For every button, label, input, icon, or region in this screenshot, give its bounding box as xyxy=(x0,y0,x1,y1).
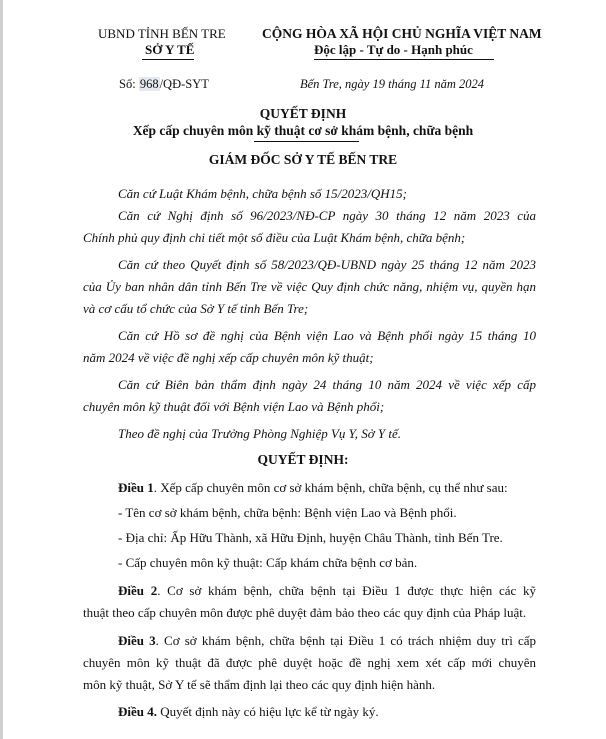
article-1-text: . Xếp cấp chuyên môn cơ sở khám bệnh, chữa bệnh, cụ thể như sau: xyxy=(153,480,508,495)
preamble-line-6: và cơ cấu tổ chức của Sở Y tế tỉnh Bến Tre; xyxy=(83,301,309,316)
org-line1: UBND TỈNH BẾN TRE xyxy=(98,26,226,41)
article-3-text-1: . Cơ sở khám bệnh, chữa bệnh tại Điều 1 có trách nhiệm duy trì cấp xyxy=(155,633,536,648)
article-3-line-3: môn kỹ thuật, Sở Y tế sẽ thẩm định lại theo các quy định hiện hành. xyxy=(83,677,436,692)
article-4-label: Điều 4. xyxy=(118,704,157,719)
decision-heading: QUYẾT ĐỊNH: xyxy=(257,452,349,467)
doc-number-value: 968 xyxy=(139,77,159,91)
article-1-bullet-3: - Cấp chuyên môn kỹ thuật: Cấp khám chữa bệnh cơ bản. xyxy=(118,555,418,570)
article-2-label: Điều 2 xyxy=(118,583,158,598)
preamble-line-2: Căn cứ Nghị định số 96/2023/NĐ-CP ngày 30 tháng 12 năm 2023 của xyxy=(118,208,536,223)
article-1-bullet-2: - Địa chỉ: Ấp Hữu Thành, xã Hữu Định, huyện Châu Thành, tỉnh Bến Tre. xyxy=(118,530,503,545)
place-date: Bến Tre, ngày 19 tháng 11 năm 2024 xyxy=(300,77,485,91)
motto-underline xyxy=(314,59,494,60)
article-2-text-1: . Cơ sở khám bệnh, chữa bệnh tại Điều 1 được thực hiện các kỹ xyxy=(157,583,537,598)
preamble-line-3: Chính phủ quy định chi tiết một số điều của Luật Khám bệnh, chữa bệnh; xyxy=(83,230,466,245)
doc-number-prefix: Số: xyxy=(119,77,136,91)
preamble-line-10: chuyên môn kỹ thuật đối với Bệnh viện Lao và Bệnh phổi; xyxy=(83,399,385,414)
article-1 xyxy=(118,477,508,499)
article-2-line-2: thuật theo cấp chuyên môn được phê duyệt đảm bảo theo các quy định của Pháp luật. xyxy=(83,605,527,620)
doc-number xyxy=(119,77,209,92)
doc-number-suffix: /QĐ-SYT xyxy=(159,77,209,91)
subject-underline xyxy=(254,141,359,142)
org-line2: SỞ Y TẾ xyxy=(145,42,195,57)
preamble-line-11: Theo đề nghị của Trưởng Phòng Nghiệp Vụ Y, Sở Y tế. xyxy=(118,426,402,441)
preamble-line-5: của Ủy ban nhân dân tỉnh Bến Tre về việc Quy định chức năng, nhiệm vụ, quyền hạn xyxy=(83,279,536,294)
article-2-line-1 xyxy=(118,580,536,602)
preamble-line-8: năm 2024 về việc đề nghị xếp cấp chuyên môn kỹ thuật; xyxy=(83,350,374,365)
motto: Độc lập - Tự do - Hạnh phúc xyxy=(314,42,473,57)
article-3-line-1 xyxy=(118,630,536,652)
article-3-label: Điều 3 xyxy=(118,633,156,648)
article-4 xyxy=(118,701,379,723)
preamble-line-4: Căn cứ theo Quyết định số 58/2023/QĐ-UBND ngày 25 tháng 12 năm 2023 xyxy=(118,257,536,272)
org-underline xyxy=(142,59,194,60)
country-name: CỘNG HÒA XÃ HỘI CHỦ NGHĨA VIỆT NAM xyxy=(262,26,542,41)
preamble-line-7: Căn cứ Hồ sơ đề nghị của Bệnh viện Lao và Bệnh phổi ngày 15 tháng 10 xyxy=(118,328,536,343)
article-1-label: Điều 1 xyxy=(118,480,154,495)
preamble-line-9: Căn cứ Biên bản thẩm định ngày 24 tháng 10 năm 2024 về việc xếp cấp xyxy=(118,377,536,392)
article-1-bullet-1: - Tên cơ sở khám bệnh, chữa bệnh: Bệnh viện Lao và Bệnh phổi. xyxy=(118,505,457,520)
article-4-text: Quyết định này có hiệu lực kể từ ngày ký. xyxy=(157,704,379,719)
authority-title: GIÁM ĐỐC SỞ Y TẾ BẾN TRE xyxy=(208,152,398,167)
preamble-line-1: Căn cứ Luật Khám bệnh, chữa bệnh số 15/2023/QH15; xyxy=(118,186,407,201)
doc-subject: Xếp cấp chuyên môn kỹ thuật cơ sở khám bệnh, chữa bệnh xyxy=(132,123,474,138)
article-3-line-2: chuyên môn kỹ thuật đã được phê duyệt hoặc đề nghị xem xét cấp mới chuyên xyxy=(83,655,536,670)
doc-title: QUYẾT ĐỊNH xyxy=(259,106,347,121)
